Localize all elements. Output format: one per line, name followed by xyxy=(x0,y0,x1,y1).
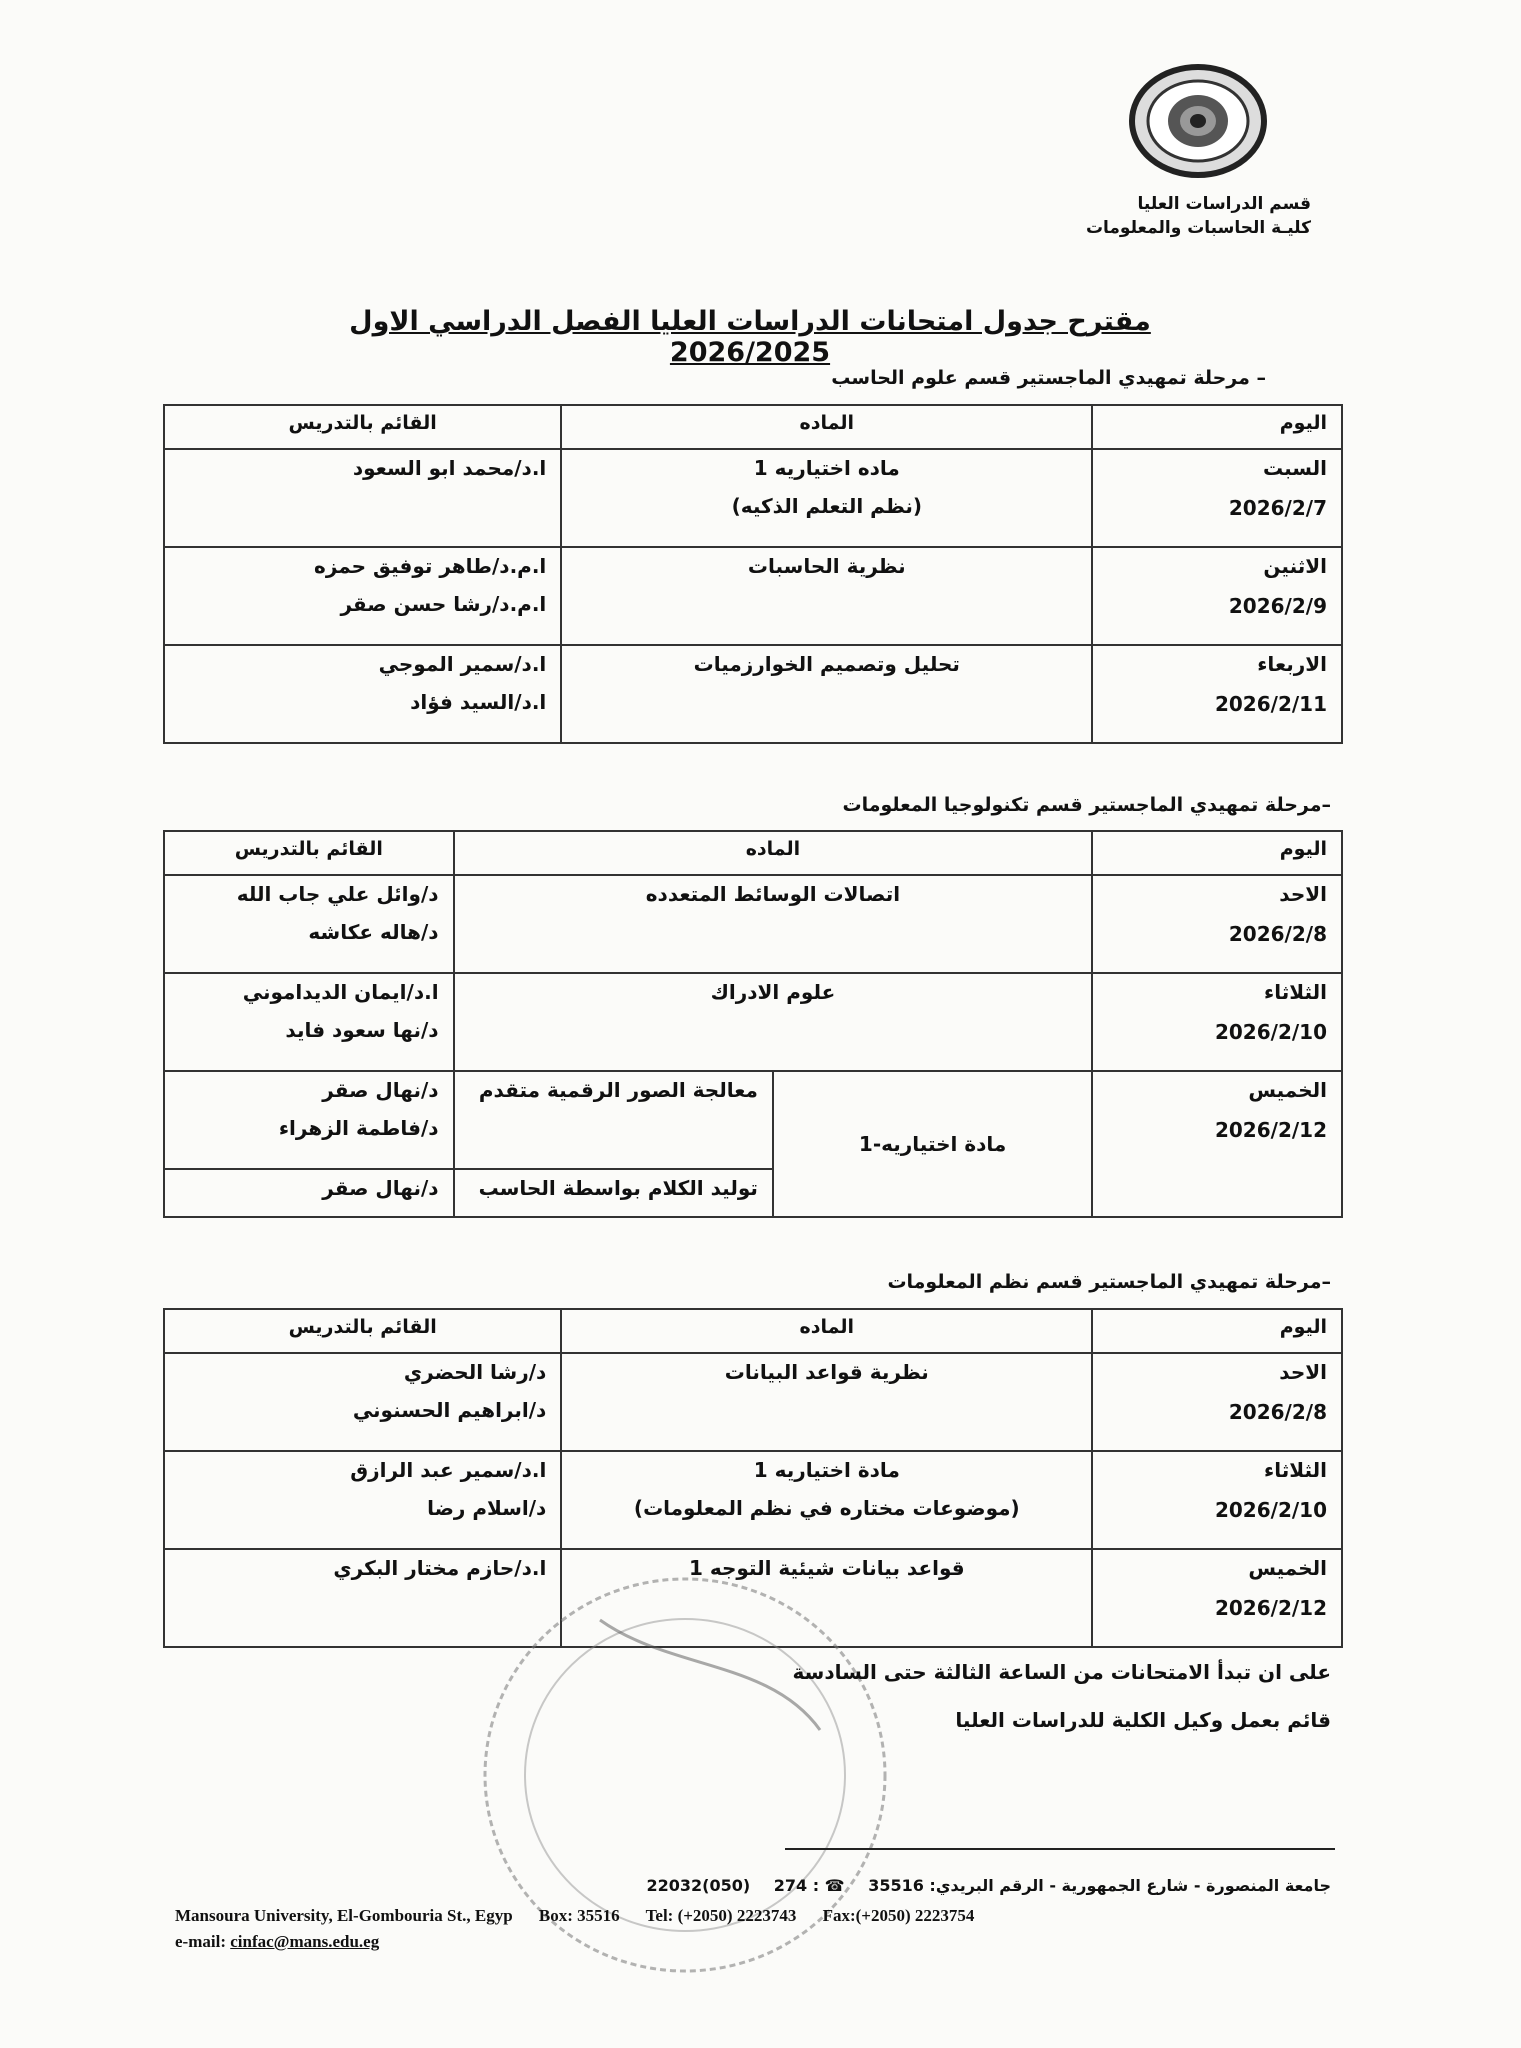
exam-date: 2026/2/9 xyxy=(1228,594,1327,618)
subject-cell xyxy=(561,645,1092,743)
instructor-name: د/نهال صقر xyxy=(322,1176,439,1200)
day-cell xyxy=(1092,547,1342,645)
table-row xyxy=(164,1071,1342,1169)
instructor-name: د/رشا الحضري xyxy=(403,1360,547,1384)
footer-en-box: Box: 35516 xyxy=(538,1906,620,1925)
day-name: الخميس xyxy=(1248,1078,1327,1102)
subject-name: توليد الكلام بواسطة الحاسب xyxy=(478,1176,758,1200)
col-header-subject: الماده xyxy=(454,831,1093,875)
subject-detail: (موضوعات مختاره في نظم المعلومات) xyxy=(633,1496,1020,1520)
instructor-cell xyxy=(164,875,454,973)
instructor-name: د/ابراهيم الحسنوني xyxy=(352,1398,547,1422)
day-cell xyxy=(1092,973,1342,1071)
section-heading: – مرحلة تمهيدي الماجستير قسم علوم الحاسب xyxy=(831,367,1266,389)
exam-date: 2026/2/12 xyxy=(1214,1596,1327,1620)
exam-date: 2026/2/7 xyxy=(1228,496,1327,520)
table-row xyxy=(164,547,1342,645)
exam-time-note: على ان تبدأ الامتحانات من الساعة الثالثة حتى السادسة xyxy=(792,1660,1331,1684)
instructor-name: ا.د/سمير الموجي xyxy=(378,652,547,676)
footer-ar-fax: (050)22032 xyxy=(646,1876,751,1895)
instructor-name: د/نهال صقر xyxy=(322,1078,439,1102)
instructor-name: ا.د/حازم مختار البكري xyxy=(333,1556,547,1580)
subject-cell xyxy=(454,1071,773,1169)
instructor-cell xyxy=(164,1169,454,1217)
footer-ar-phone: ☎ : 274 xyxy=(773,1876,845,1895)
instructor-name: د/اسلام رضا xyxy=(427,1496,547,1520)
col-header-instructor: القائم بالتدريس xyxy=(164,831,454,875)
day-name: السبت xyxy=(1262,456,1327,480)
subject-name: ماده اختياريه 1 xyxy=(753,456,900,480)
subject-cell xyxy=(561,1451,1092,1549)
subject-name: مادة اختياريه 1 xyxy=(753,1458,900,1482)
day-cell xyxy=(1092,449,1342,547)
faculty-logo xyxy=(1128,62,1268,180)
instructor-name: ا.د/السيد فؤاد xyxy=(410,690,547,714)
table-row xyxy=(164,875,1342,973)
day-cell xyxy=(1092,1549,1342,1647)
department-name: قسم الدراسات العليا xyxy=(1137,194,1311,214)
footer-en-address: Mansoura University, El-Gombouria St., Egyp xyxy=(175,1906,513,1925)
exam-date: 2026/2/12 xyxy=(1214,1118,1327,1142)
day-cell xyxy=(1092,1353,1342,1451)
instructor-name: د/فاطمة الزهراء xyxy=(278,1116,439,1140)
exam-date: 2026/2/11 xyxy=(1214,692,1327,716)
instructor-name: ا.د/ايمان الديداموني xyxy=(242,980,439,1004)
table-row xyxy=(164,1353,1342,1451)
instructor-cell xyxy=(164,449,561,547)
day-name: الاحد xyxy=(1279,882,1327,906)
day-cell xyxy=(1092,1451,1342,1549)
day-cell xyxy=(1092,875,1342,973)
footer-arabic-address xyxy=(628,1876,1331,1895)
table-header-row xyxy=(164,1309,1342,1353)
email-link[interactable]: cinfac@mans.edu.eg xyxy=(230,1932,380,1951)
subject-name: تحليل وتصميم الخوارزميات xyxy=(693,652,960,676)
exam-date: 2026/2/8 xyxy=(1228,922,1327,946)
instructor-name: د/وائل علي جاب الله xyxy=(236,882,439,906)
section-heading: –مرحلة تمهيدي الماجستير قسم نظم المعلومات xyxy=(887,1271,1331,1293)
instructor-name: ا.م.د/رشا حسن صقر xyxy=(340,592,547,616)
elective-label: مادة اختياريه-1 xyxy=(858,1132,1007,1156)
instructor-cell xyxy=(164,1353,561,1451)
subject-cell xyxy=(561,449,1092,547)
subject-name: علوم الادراك xyxy=(710,980,836,1004)
instructor-cell xyxy=(164,1071,454,1169)
col-header-day: اليوم xyxy=(1092,831,1342,875)
exam-date: 2026/2/10 xyxy=(1214,1020,1327,1044)
table-header-row xyxy=(164,405,1342,449)
footer-en-fax: Fax:(+2050) 2223754 xyxy=(822,1906,975,1925)
document-title: مقترح جدول امتحانات الدراسات العليا الفصل الدراسي الاول 2026/2025 xyxy=(349,306,1151,368)
day-cell xyxy=(1092,645,1342,743)
table-row xyxy=(164,449,1342,547)
schedule-table-it xyxy=(163,830,1343,1218)
elective-label-cell xyxy=(773,1071,1092,1217)
day-cell xyxy=(1092,1071,1342,1217)
day-name: الخميس xyxy=(1248,1556,1327,1580)
instructor-name: د/هاله عكاشه xyxy=(308,920,439,944)
instructor-name: ا.م.د/طاهر توفيق حمزه xyxy=(314,554,547,578)
footer-email xyxy=(175,1932,379,1952)
subject-name: نظرية قواعد البيانات xyxy=(724,1360,929,1384)
col-header-day: اليوم xyxy=(1092,1309,1342,1353)
subject-name: قواعد بيانات شيئية التوجه 1 xyxy=(688,1556,965,1580)
table-row xyxy=(164,645,1342,743)
schedule-table-cs xyxy=(163,404,1343,744)
col-header-subject: الماده xyxy=(561,1309,1092,1353)
table-row xyxy=(164,1451,1342,1549)
subject-cell xyxy=(561,547,1092,645)
col-header-subject: الماده xyxy=(561,405,1092,449)
subject-name: معالجة الصور الرقمية متقدم xyxy=(478,1078,758,1102)
subject-detail: (نظم التعلم الذكيه) xyxy=(731,494,922,518)
col-header-instructor: القائم بالتدريس xyxy=(164,1309,561,1353)
footer-en-tel: Tel: (+2050) 2223743 xyxy=(645,1906,797,1925)
subject-cell xyxy=(454,875,1093,973)
day-name: الاربعاء xyxy=(1257,652,1327,676)
faculty-name: كليـة الحاسبات والمعلومات xyxy=(1085,218,1311,238)
subject-cell xyxy=(454,973,1093,1071)
subject-cell xyxy=(454,1169,773,1217)
instructor-cell xyxy=(164,1451,561,1549)
table-row xyxy=(164,973,1342,1071)
day-name: الثلاثاء xyxy=(1264,980,1327,1004)
col-header-instructor: القائم بالتدريس xyxy=(164,405,561,449)
day-name: الاثنين xyxy=(1263,554,1327,578)
table-header-row xyxy=(164,831,1342,875)
footer-english-address xyxy=(175,1906,996,1926)
day-name: الاحد xyxy=(1279,1360,1327,1384)
col-header-day: اليوم xyxy=(1092,405,1342,449)
section-heading: –مرحلة تمهيدي الماجستير قسم تكنولوجيا المعلومات xyxy=(842,794,1331,816)
exam-date: 2026/2/8 xyxy=(1228,1400,1327,1424)
footer-divider xyxy=(785,1848,1335,1850)
exam-date: 2026/2/10 xyxy=(1214,1498,1327,1522)
subject-name: نظرية الحاسبات xyxy=(747,554,906,578)
email-label: e-mail: xyxy=(175,1932,226,1951)
department-header xyxy=(1086,192,1311,240)
instructor-name: ا.د/محمد ابو السعود xyxy=(352,456,547,480)
subject-cell xyxy=(561,1353,1092,1451)
instructor-cell xyxy=(164,973,454,1071)
signature-title: قائم بعمل وكيل الكلية للدراسات العليا xyxy=(955,1708,1331,1732)
instructor-name: د/نها سعود فايد xyxy=(285,1018,439,1042)
instructor-name: ا.د/سمير عبد الرازق xyxy=(350,1458,547,1482)
instructor-cell xyxy=(164,547,561,645)
instructor-cell xyxy=(164,645,561,743)
footer-ar-address: جامعة المنصورة - شارع الجمهورية - الرقم البريدي: 35516 xyxy=(868,1876,1331,1895)
subject-name: اتصالات الوسائط المتعدده xyxy=(645,882,901,906)
day-name: الثلاثاء xyxy=(1264,1458,1327,1482)
